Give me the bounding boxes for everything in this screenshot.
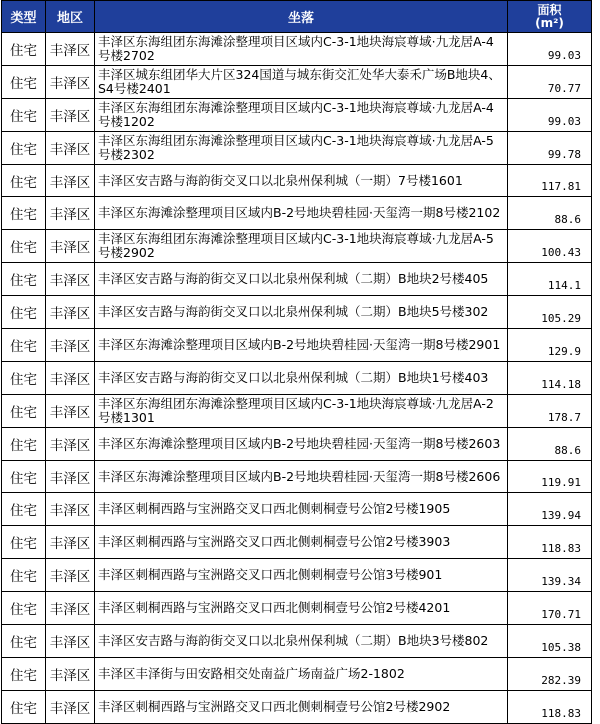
cell-district: 丰泽区	[46, 361, 95, 394]
table-row	[2, 625, 592, 658]
cell-area: 170.71	[508, 592, 592, 625]
table-row	[2, 361, 592, 394]
header-address: 坐落	[95, 1, 508, 33]
table-row	[2, 526, 592, 559]
cell-district: 丰泽区	[46, 65, 95, 98]
cell-type: 住宅	[2, 361, 46, 394]
cell-type: 住宅	[2, 592, 46, 625]
cell-area: 129.9	[508, 329, 592, 362]
table-row	[2, 592, 592, 625]
cell-area: 118.83	[508, 690, 592, 723]
cell-district: 丰泽区	[46, 690, 95, 723]
cell-type: 住宅	[2, 131, 46, 164]
header-row	[2, 1, 592, 33]
cell-address: 丰泽区刺桐西路与宝洲路交叉口西北侧刺桐壹号公馆3号楼901	[95, 559, 508, 592]
cell-area: 105.29	[508, 296, 592, 329]
cell-type: 住宅	[2, 657, 46, 690]
header-district: 地区	[46, 1, 95, 33]
cell-district: 丰泽区	[46, 526, 95, 559]
cell-area: 114.18	[508, 361, 592, 394]
cell-district: 丰泽区	[46, 493, 95, 526]
cell-area: 139.34	[508, 559, 592, 592]
cell-district: 丰泽区	[46, 131, 95, 164]
cell-address: 丰泽区丰泽街与田安路相交处南益广场南益广场2-1802	[95, 657, 508, 690]
cell-type: 住宅	[2, 394, 46, 427]
cell-type: 住宅	[2, 625, 46, 658]
cell-address: 丰泽区刺桐西路与宝洲路交叉口西北侧刺桐壹号公馆2号楼3903	[95, 526, 508, 559]
cell-area: 99.03	[508, 98, 592, 131]
cell-district: 丰泽区	[46, 263, 95, 296]
table-row	[2, 230, 592, 263]
table-row	[2, 657, 592, 690]
cell-area: 282.39	[508, 657, 592, 690]
table-row	[2, 164, 592, 197]
cell-address: 丰泽区东海滩涂整理项目区域内B-2号地块碧桂园·天玺湾一期8号楼2606	[95, 460, 508, 493]
cell-address: 丰泽区安吉路与海韵街交叉口以北泉州保利城（二期）B地块5号楼302	[95, 296, 508, 329]
cell-type: 住宅	[2, 296, 46, 329]
cell-type: 住宅	[2, 690, 46, 723]
cell-district: 丰泽区	[46, 427, 95, 460]
cell-address: 丰泽区东海组团东海滩涂整理项目区域内C-3-1地块海宸尊域·九龙居A-4号楼2702	[95, 33, 508, 66]
cell-district: 丰泽区	[46, 625, 95, 658]
table-row	[2, 263, 592, 296]
table-row	[2, 394, 592, 427]
cell-type: 住宅	[2, 164, 46, 197]
cell-district: 丰泽区	[46, 164, 95, 197]
cell-district: 丰泽区	[46, 33, 95, 66]
cell-district: 丰泽区	[46, 230, 95, 263]
cell-area: 88.6	[508, 197, 592, 230]
header-area	[508, 1, 592, 33]
table-row	[2, 33, 592, 66]
table-row	[2, 493, 592, 526]
cell-address: 丰泽区东海组团东海滩涂整理项目区域内C-3-1地块海宸尊域·九龙居A-2号楼1301	[95, 394, 508, 427]
table-row	[2, 329, 592, 362]
cell-district: 丰泽区	[46, 329, 95, 362]
cell-address: 丰泽区安吉路与海韵街交叉口以北泉州保利城（一期）7号楼1601	[95, 164, 508, 197]
cell-district: 丰泽区	[46, 98, 95, 131]
cell-address: 丰泽区刺桐西路与宝洲路交叉口西北侧刺桐壹号公馆2号楼4201	[95, 592, 508, 625]
cell-area: 119.91	[508, 460, 592, 493]
cell-type: 住宅	[2, 98, 46, 131]
cell-type: 住宅	[2, 460, 46, 493]
cell-district: 丰泽区	[46, 657, 95, 690]
cell-area: 139.94	[508, 493, 592, 526]
table-row	[2, 131, 592, 164]
table-row	[2, 559, 592, 592]
cell-area: 99.78	[508, 131, 592, 164]
cell-district: 丰泽区	[46, 394, 95, 427]
cell-address: 丰泽区东海滩涂整理项目区域内B-2号地块碧桂园·天玺湾一期8号楼2102	[95, 197, 508, 230]
cell-area: 114.1	[508, 263, 592, 296]
cell-type: 住宅	[2, 33, 46, 66]
cell-type: 住宅	[2, 230, 46, 263]
table-row	[2, 427, 592, 460]
cell-area: 117.81	[508, 164, 592, 197]
table-row	[2, 98, 592, 131]
table-row	[2, 197, 592, 230]
cell-area: 70.77	[508, 65, 592, 98]
header-type: 类型	[2, 1, 46, 33]
cell-area: 100.43	[508, 230, 592, 263]
table-row	[2, 65, 592, 98]
cell-address: 丰泽区刺桐西路与宝洲路交叉口西北侧刺桐壹号公馆2号楼1905	[95, 493, 508, 526]
cell-address: 丰泽区东海滩涂整理项目区域内B-2号地块碧桂园·天玺湾一期8号楼2603	[95, 427, 508, 460]
cell-address: 丰泽区东海组团东海滩涂整理项目区域内C-3-1地块海宸尊域·九龙居A-5号楼2902	[95, 230, 508, 263]
cell-address: 丰泽区安吉路与海韵街交叉口以北泉州保利城（二期）B地块1号楼403	[95, 361, 508, 394]
cell-district: 丰泽区	[46, 296, 95, 329]
cell-area: 178.7	[508, 394, 592, 427]
cell-type: 住宅	[2, 427, 46, 460]
cell-type: 住宅	[2, 559, 46, 592]
cell-type: 住宅	[2, 526, 46, 559]
cell-type: 住宅	[2, 65, 46, 98]
cell-address: 丰泽区刺桐西路与宝洲路交叉口西北侧刺桐壹号公馆2号楼2902	[95, 690, 508, 723]
table-row	[2, 690, 592, 723]
property-table	[1, 0, 592, 724]
cell-district: 丰泽区	[46, 460, 95, 493]
header-area-label: 面积	[537, 2, 562, 17]
cell-district: 丰泽区	[46, 559, 95, 592]
table-row	[2, 296, 592, 329]
cell-area: 118.83	[508, 526, 592, 559]
cell-area: 99.03	[508, 33, 592, 66]
cell-district: 丰泽区	[46, 592, 95, 625]
cell-district: 丰泽区	[46, 197, 95, 230]
cell-area: 105.38	[508, 625, 592, 658]
cell-type: 住宅	[2, 263, 46, 296]
cell-type: 住宅	[2, 329, 46, 362]
cell-address: 丰泽区东海滩涂整理项目区域内B-2号地块碧桂园·天玺湾一期8号楼2901	[95, 329, 508, 362]
cell-type: 住宅	[2, 197, 46, 230]
cell-type: 住宅	[2, 493, 46, 526]
table-row	[2, 460, 592, 493]
header-area-unit: (m²)	[535, 15, 564, 30]
cell-address: 丰泽区安吉路与海韵街交叉口以北泉州保利城（二期）B地块2号楼405	[95, 263, 508, 296]
cell-address: 丰泽区东海组团东海滩涂整理项目区域内C-3-1地块海宸尊域·九龙居A-4号楼1202	[95, 98, 508, 131]
cell-area: 88.6	[508, 427, 592, 460]
cell-address: 丰泽区安吉路与海韵街交叉口以北泉州保利城（二期）B地块3号楼802	[95, 625, 508, 658]
cell-address: 丰泽区东海组团东海滩涂整理项目区域内C-3-1地块海宸尊域·九龙居A-5号楼2302	[95, 131, 508, 164]
cell-address: 丰泽区城东组团华大片区324国道与城东街交汇处华大泰禾广场B地块4、S4号楼2401	[95, 65, 508, 98]
